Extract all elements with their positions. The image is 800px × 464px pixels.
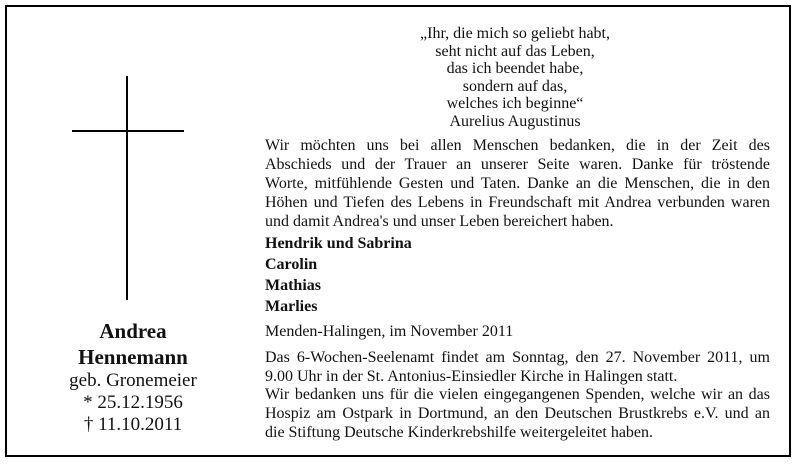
family-name: Mathias bbox=[265, 277, 321, 294]
donations-line: Hospiz am Ostpark in Dortmund, an den Deutschen Brustkrebs e.V. und an bbox=[265, 405, 770, 422]
donations-paragraph bbox=[265, 385, 770, 442]
cross-icon-vertical-bar bbox=[126, 76, 128, 300]
cross-icon-horizontal-bar bbox=[72, 130, 184, 132]
quote-line: seht nicht auf das Leben, bbox=[435, 42, 595, 60]
mass-paragraph bbox=[265, 348, 770, 386]
birth-date: * 25.12.1956 bbox=[83, 392, 183, 413]
thanks-line: und damit Andrea's und unser Leben bereichert haben. bbox=[265, 213, 614, 230]
quote-line: „Ihr, die mich so geliebt habt, bbox=[420, 25, 610, 42]
deceased-info bbox=[40, 318, 226, 436]
donations-line: Wir bedanken uns für die vielen eingegangenen Spenden, welche wir an das bbox=[265, 386, 770, 403]
quote-line: sondern auf das, bbox=[462, 77, 568, 95]
mass-line: 9.00 Uhr in der St. Antonius-Einsiedler Kirche in Halingen statt. bbox=[265, 368, 678, 385]
thanks-line: Abschieds und der Trauer an unserer Seite waren. Danke für tröstende bbox=[265, 156, 770, 173]
quote-block bbox=[380, 25, 650, 130]
quote-line: welches ich beginne“ bbox=[446, 95, 584, 112]
thanks-line: Worte, mitfühlende Gesten und Taten. Danke an die Menschen, die in den bbox=[265, 175, 770, 192]
donations-line: die Stiftung Deutsche Kinderkrebshilfe weitergeleitet haben. bbox=[265, 424, 654, 441]
deceased-first-name: Andrea bbox=[99, 319, 167, 343]
family-name: Carolin bbox=[265, 256, 318, 273]
family-name: Hendrik und Sabrina bbox=[265, 235, 412, 252]
quote-line: das ich beendet habe, bbox=[446, 60, 584, 77]
mass-line: Das 6-Wochen-Seelenamt findet am Sonntag, den 27. November 2011, um bbox=[265, 349, 770, 366]
thanks-paragraph bbox=[265, 136, 770, 231]
quote-author: Aurelius Augustinus bbox=[449, 112, 581, 130]
deceased-last-name: Hennemann bbox=[78, 345, 188, 369]
family-name: Marlies bbox=[265, 298, 318, 315]
place-date: Menden-Halingen, im November 2011 bbox=[265, 323, 514, 340]
thanks-line: Höhen und Tiefen des Lebens in Freundschaft mit Andrea verbunden waren bbox=[265, 194, 770, 211]
family-names bbox=[265, 233, 412, 317]
death-date: † 11.10.2011 bbox=[83, 414, 183, 435]
birth-name: geb. Gronemeier bbox=[69, 370, 197, 391]
thanks-line: Wir möchten uns bei allen Menschen bedanken, die in der Zeit des bbox=[265, 137, 770, 154]
